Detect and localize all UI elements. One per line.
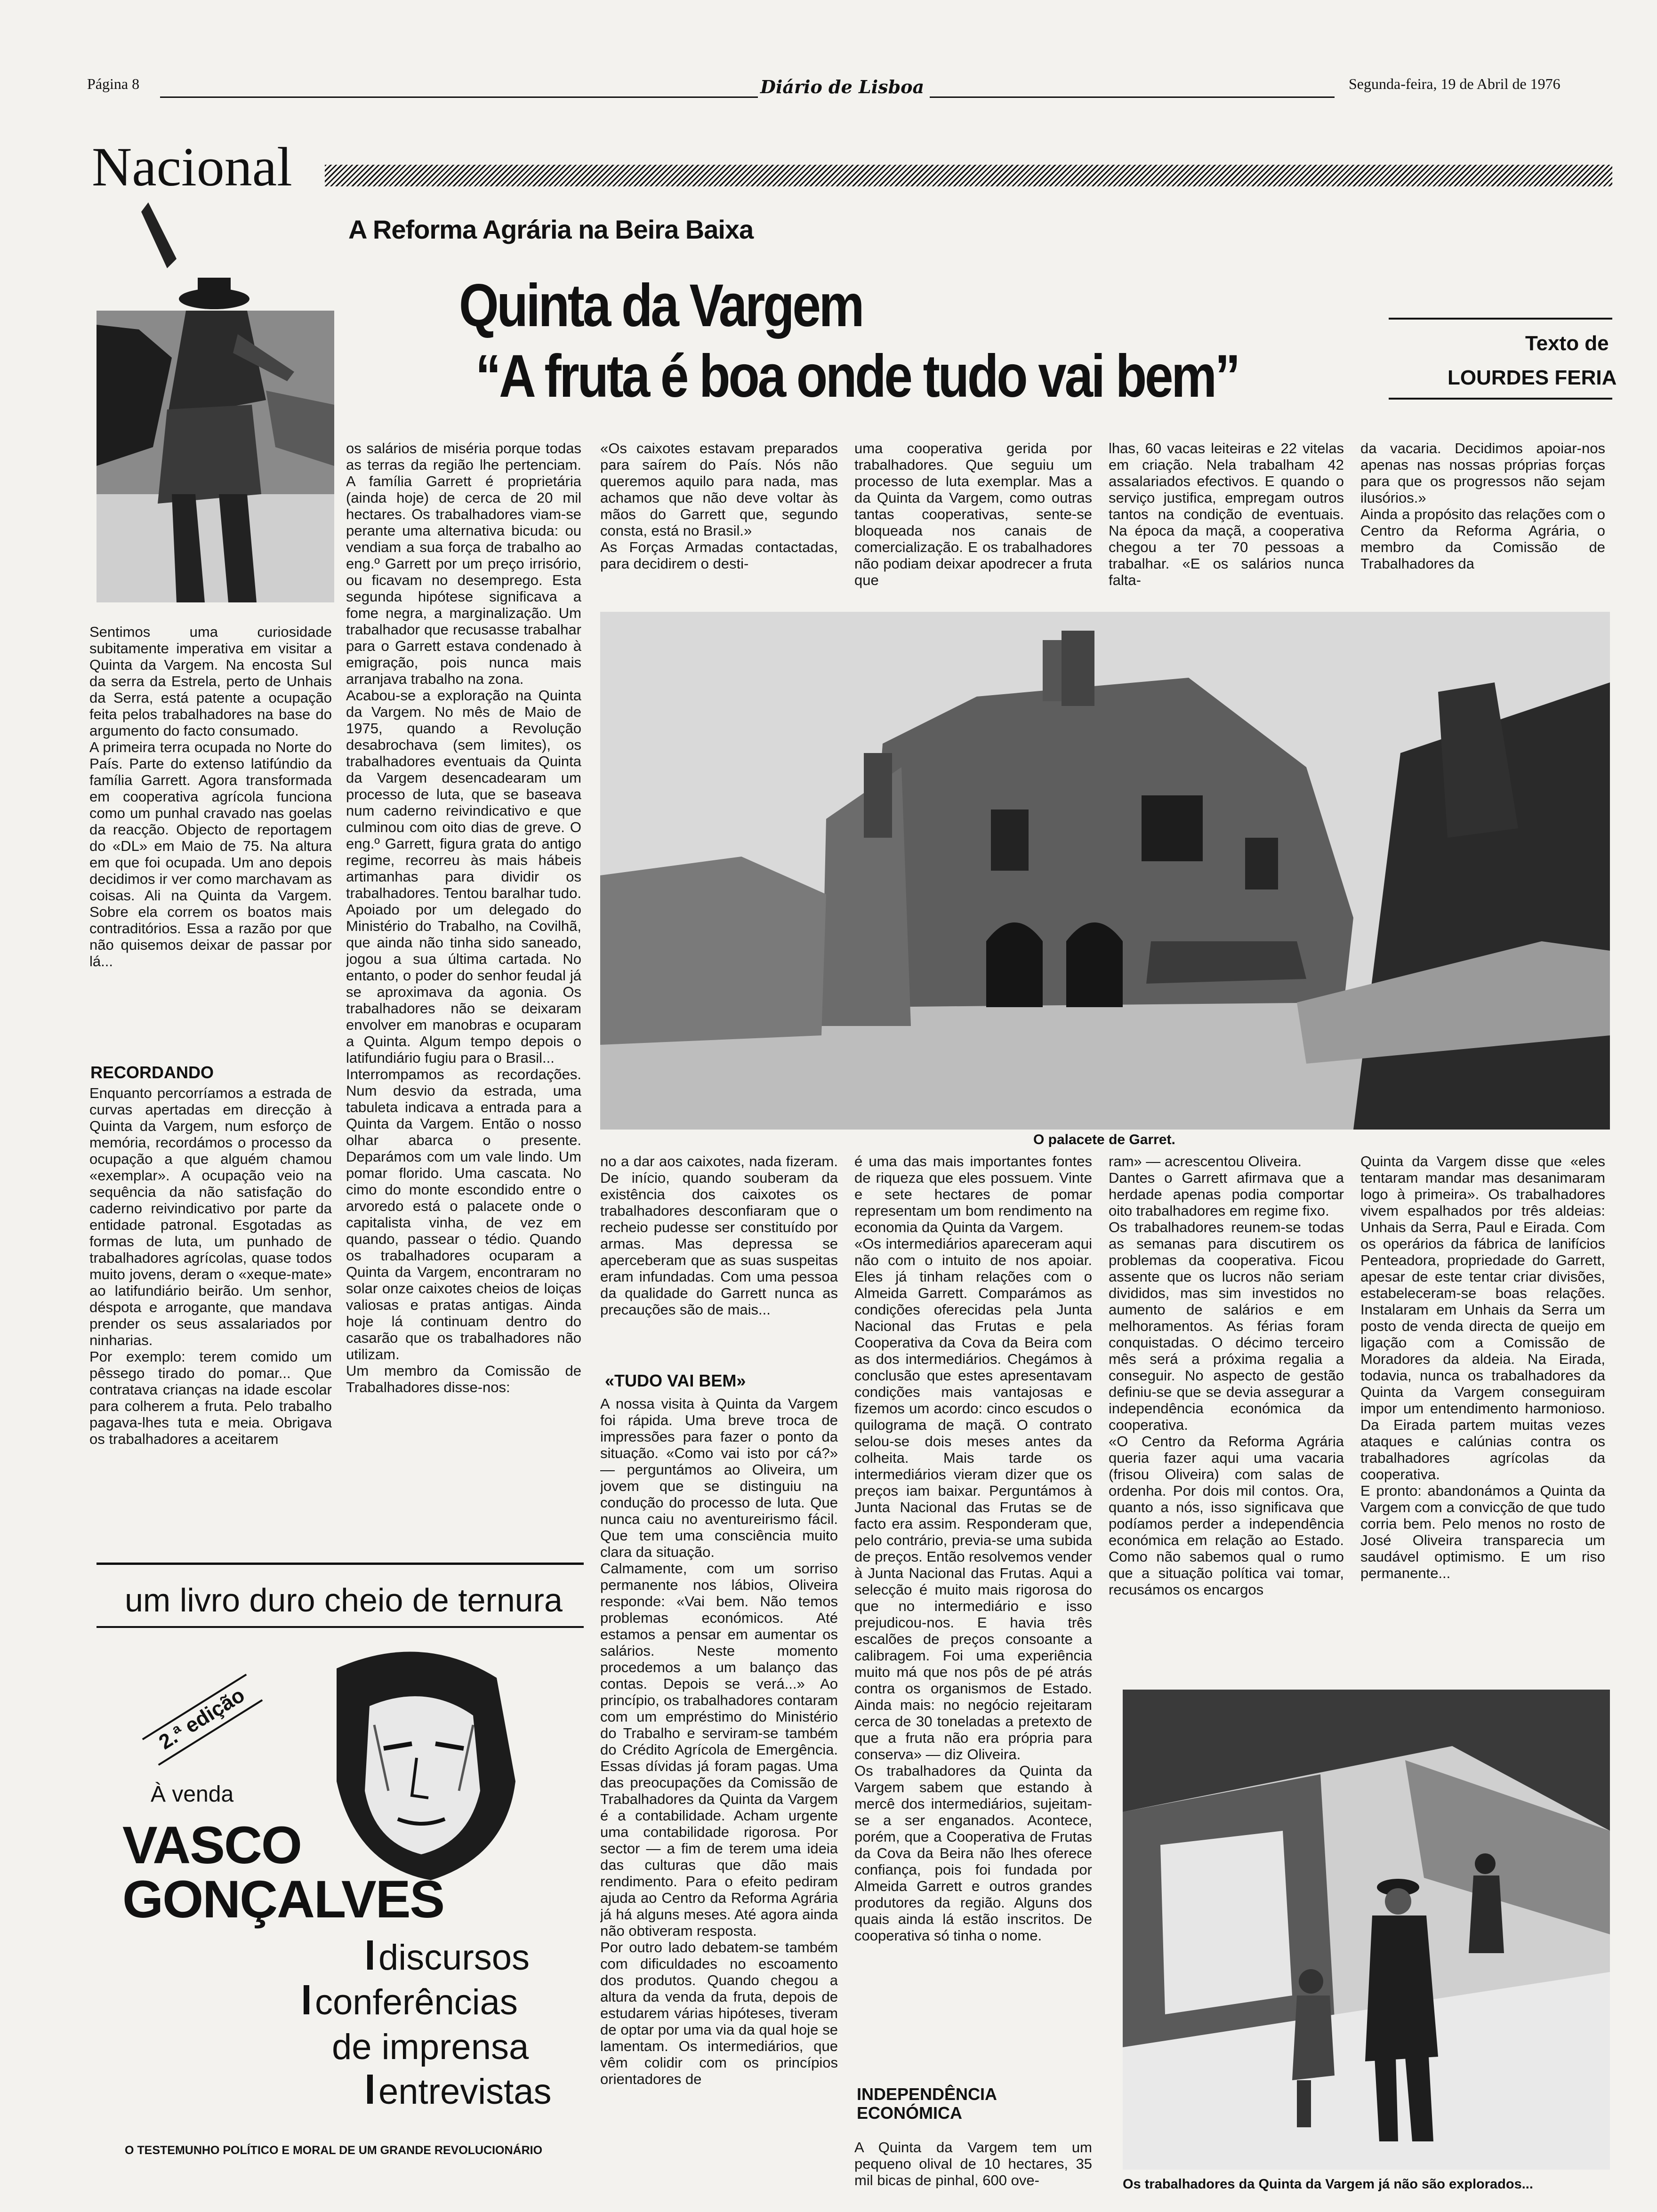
photo-workers [1123, 1690, 1610, 2170]
ad-edition-stamp [142, 1674, 263, 1765]
ad-item-text: de imprensa [332, 2027, 529, 2067]
col6-text-top: da vacaria. Decidimos apoiar-nos apenas nas nossas próprias forças para que os progressos não sejam ilusórios.» Ainda a propósito das relações com o Centro da Reforma Agrária, o membro da Comissão de Trabalhadores da [1360, 440, 1605, 572]
ad-top-rule [97, 1563, 584, 1565]
photo-horseman [97, 202, 334, 602]
subhead-independencia: INDEPENDÊNCIA ECONÓMICA [857, 2084, 997, 2123]
col5-text-bottom: ram» — acrescentou Oliveira. Dantes o Garrett afirmava que a herdade apenas podia comportar oito trabalhadores em regime fixo. Os trabalhadores reunem-se todas as semanas para discutirem os problemas da cooperativa. Ficou assente que os lucros não seriam divididos, mas sim investidos no aumento de salários e em melhoramentos. As férias foram conquistadas. O décimo terceiro mês será a próxima regalia a conseguir. No aspecto de gestão definiu-se que se devia assegurar a independência económica da cooperativa. «O Centro da Reforma Agrária queria fazer aqui uma vacaria (frisou Oliveira) com salas de ordenha. Por dois mil contos. Ora, quanto a nós, isso significava que podíamos perder a independência económica em relação ao Estado. Como não sabemos qual o rumo que a situação política vai tomar, recusámos os encargos [1109, 1153, 1344, 1598]
ad-item-3 [332, 2028, 529, 2066]
col1-text-b: Enquanto percorríamos a estrada de curvas apertadas em direcção à Quinta da Vargem, num esforço de memória, recordámos o processo da ocupação a que alguém chamou «exemplar». A ocupação veio na sequência da não satisfação do caderno reivindicativo por parte da entidade patronal. Esgotadas as formas de luta, um punhado de trabalhadores agrícolas, quase todos muito jovens, deram o «xeque-mate» ao latifundiário beirão. Um senhor, déspota e arrogante, que mandava prender os seus assalariados por ninharias. Por exemplo: terem comido um pêssego tirado do pomar... Que contratava crianças na idade escolar para colherem a fruta. Pelo trabalho pagava-lhes tuta e meia. Obrigava os trabalhadores a aceitarem [89, 1085, 332, 1447]
subhead-tudo-vai-bem: «TUDO VAI BEM» [605, 1371, 746, 1390]
col6-text-bottom: Quinta da Vargem disse que «eles tentaram mandar mas desanimaram logo à primeira». Os trabalhadores vivem espalhados por três aldeias: Unhais da Serra, Paul e Eirada. Com os operários da fábrica de lanifícios Penteadora, propriedade do Garrett, apesar de este tentar criar divisões, estabeleceram-se boas relações. Instalaram em Unhais da Serra um posto de venda directa de queijo em ligação com a Comissão de Moradores da aldeia. Na Eirada, todavia, nunca os trabalhadores da Quinta da Vargem conseguiram impor um entendimento harmonioso. Da Eirada partem muitas vezes ataques e calúnias contra os trabalhadores agrícolas da cooperativa. E pronto: abandonámos a Quinta da Vargem com a convicção de que tudo corria bem. Pelo menos no rosto de José Oliveira transparecia um saudável optimismo. E um riso permanente... [1360, 1153, 1605, 1581]
ad-name-line1: VASCO [122, 1816, 301, 1875]
section-title: Nacional [92, 136, 292, 198]
ad-portrait [318, 1640, 525, 1885]
article-title-line2: “A fruta é boa onde tudo vai bem” [475, 343, 1239, 410]
ad-item-bar [304, 1985, 309, 2014]
ad-item-2 [304, 1984, 518, 2021]
col3-text-bottom: no a dar aos caixotes, nada fizeram. De início, quando souberam da existência dos caixotes os trabalhadores desconfiaram que o recheio pudesse ser constituído por armas. Mas depressa se aperceberam que as suas suspeitas eram infundadas. Com uma pessoa da qualidade do Garrett nunca as precauções são de mais... [600, 1153, 838, 1318]
ad-footer: O TESTEMUNHO POLÍTICO E MORAL DE UM GRANDE REVOLUCIONÁRIO [125, 2144, 543, 2157]
ad-box [97, 1563, 584, 2174]
photo-palace [600, 612, 1610, 1130]
subhead-recordando: RECORDANDO [90, 1063, 214, 1082]
col4-text-top: uma cooperativa gerida por trabalhadores. Que seguiu um processo de luta exemplar. Mas a da Quinta da Vargem, como outras tantas cooperativas, sente-se bloqueada nos canais de comercialização. E os trabalhadores não podiam deixar apodrecer a fruta que [854, 440, 1092, 588]
article-title-line1: Quinta da Vargem [459, 272, 863, 339]
header-rule-left [160, 96, 758, 98]
ad-item-bar [367, 1940, 373, 1970]
page-number: Página 8 [87, 75, 140, 92]
photo-palace-caption: O palacete de Garret. [1033, 1132, 1175, 1147]
ad-item-1 [367, 1939, 530, 1977]
byline-label: Texto de [1525, 332, 1609, 355]
photo-workers-caption: Os trabalhadores da Quinta da Vargem já não são explorados... [1123, 2177, 1533, 2192]
ad-item-text: discursos [378, 1938, 530, 1978]
masthead: Diário de Lisboa [760, 76, 925, 97]
ad-sale: À venda [151, 1782, 234, 1807]
col3-text-top: «Os caixotes estavam preparados para saírem do País. Nós não queremos aquilo para nada, mas achamos que não deve voltar às mãos do Garrett que, segundo consta, está no Brasil.» As Forças Armadas contactadas, para decidirem o desti- [600, 440, 838, 572]
ad-item-text: entrevistas [378, 2072, 552, 2112]
col5-text-top: lhas, 60 vacas leiteiras e 22 vitelas em criação. Nela trabalham 42 assalariados efectivos. E quando o serviço justifica, empregam outros tantos na condição de eventuais. Na época da maçã, a cooperativa chegou a ter 70 pessoas a trabalhar. «E os salários nunca falta- [1109, 440, 1344, 588]
intro-paragraph: Sentimos uma curiosidade subitamente imperativa em visitar a Quinta da Vargem. Na encosta Sul da serra da Estrela, perto de Unhais da Serra, está patente a ocupação feita pelos trabalhadores na base do argumento do facto consumado. A primeira terra ocupada no Norte do País. Parte do extenso latifúndio da família Garrett. Agora transformada em cooperativa agrícola funciona como um punhal cravado nas goelas da reacção. Objecto de reportagem do «DL» em Maio de 75. Na altura em que foi ocupada. Um ano depois decidimos ir ver como marchavam as coisas. Ali na Quinta da Vargem. Sobre ela correm os boatos mais contraditórios. Essa a razão por que não quisemos deixar de passar por lá... [89, 624, 332, 970]
article-kicker: A Reforma Agrária na Beira Baixa [348, 215, 754, 244]
ad-tagline-rule [97, 1626, 584, 1628]
ad-edition: 2.ª edição [154, 1683, 249, 1754]
byline-rule-top [1389, 318, 1612, 320]
col2-text: os salários de miséria porque todas as terras da região lhe pertenciam. A família Garrett é proprietária (ainda hoje) de cerca de 20 mil hectares. Os trabalhadores viam-se perante uma alternativa bicuda: ou vendiam a sua força de trabalho ao eng.º Garrett por um preço irrisório, ou ficavam no desemprego. Esta segunda hipótese significava a fome negra, a marginalização. Um trabalhador que recusasse trabalhar para o Garrett estava condenado à emigração, pois nunca mais arranjava trabalho na zona. Acabou-se a exploração na Quinta da Vargem. No mês de Maio de 1975, quando a Revolução desabrochava (sem limites), os trabalhadores eventuais da Quinta da Vargem desencadearam um processo de luta, que se baseava num caderno reivindicativo e que culminou com oito dias de greve. O eng.º Garrett, figura grata do antigo regime, recorreu às mais hábeis artimanhas para dividir os trabalhadores. Tentou baralhar tudo. Apoiado por um delegado do Ministério do Trabalho, na Covilhã, que ainda não tinha sido saneado, jogou a sua última cartada. No entanto, o poder do senhor feudal já se aproximava da agonia. Os trabalhadores não se deixaram envolver em manobras e ocuparam a Quinta. Algum tempo depois o latifundiário fugiu para o Brasil... Interrompamos as recordações. Num desvio da estrada, uma tabuleta indicava a entrada para a Quinta da Vargem. Então o nosso olhar abarca o presente. Deparámos com um vale lindo. Um pomar florido. Uma cascata. No cimo do monte escondido entre o arvoredo está o palacete onde o capitalista vinha, de vez em quando, passear o tédio. Quando os trabalhadores ocuparam a Quinta da Vargem, encontraram no solar onze caixotes cheios de loiças valiosas e pratas antigas. Ainda hoje lá continuam dentro do casarão que os trabalhadores não utilizam. Um membro da Comissão de Trabalhadores disse-nos: [346, 440, 581, 1395]
header-rule-right [930, 96, 1335, 98]
byline-rule-bottom [1389, 398, 1612, 400]
ad-name-line2: GONÇALVES [122, 1870, 444, 1929]
col4-text-bottom: é uma das mais importantes fontes de riqueza que eles possuem. Vinte e sete hectares de pomar representam um bom rendimento na economia da Quinta da Vargem. «Os intermediários apareceram aqui não com o intuito de nos apoiar. Eles já tinham relações com o Almeida Garrett. Comparámos as condições oferecidas pela Junta Nacional das Frutas e pela Cooperativa da Cova da Beira com as dos intermediários. Chegámos à conclusão que estes apresentavam condições mais vantajosas e fizemos um acordo: cinco escudos o quilograma de maçã. O contrato selou-se dois meses antes da colheita. Mais tarde os intermediários vieram dizer que os preços iam baixar. Perguntámos à Junta Nacional das Frutas se de facto era assim. Responderam que, pelo contrário, previa-se uma subida de preços. Então resolvemos vender à Junta Nacional das Frutas. Aqui a selecção é muito mais rigorosa do que no intermediário e isso prejudicou-nos. E havia três escalões de preços consoante a calibragem. Foi uma experiência muito má que nos pôs de pé atrás contra os organismos de Estado. Ainda mais: no negócio rejeitaram cerca de 30 toneladas a pretexto de que a fruta não era própria para conserva» — diz Oliveira. Os trabalhadores da Quinta da Vargem sabem que estando à mercê dos intermediários, sujeitam-se a ser enganados. Acontece, porém, que a Cooperativa de Frutas da Cova da Beira não lhes oferece confiança, pois foi fundada por Almeida Garrett e outros grandes produtores da região. Alguns dos quais ainda lá estão inscritos. De cooperativa só tinha o nome. [854, 1153, 1092, 1944]
byline-name: LOURDES FERIA [1448, 366, 1617, 389]
ad-tagline: um livro duro cheio de ternura [125, 1582, 563, 1619]
section-hatch-band [325, 165, 1612, 186]
col4-text-after: A Quinta da Vargem tem um pequeno olival de 10 hectares, 35 mil bicas de pinhal, 600 ove- [854, 2139, 1092, 2188]
issue-date: Segunda-feira, 19 de Abril de 1976 [1349, 75, 1560, 92]
ad-item-4 [367, 2073, 552, 2111]
ad-item-text: conferências [315, 1982, 518, 2022]
ad-item-bar [367, 2075, 373, 2104]
col3-text-after: A nossa visita à Quinta da Vargem foi rápida. Uma breve troca de impressões para fazer o ponto da situação. «Como vai isto por cá?» — perguntámos ao Oliveira, um jovem que se distinguiu na condução do processo de luta. Que nunca caiu no aventureirismo fácil. Que tem uma consciência muito clara da situação. Calmamente, com um sorriso permanente nos lábios, Oliveira responde: «Vai bem. Não temos problemas económicos. Até estamos a pensar em aumentar os salários. Neste momento procedemos a um balanço das contas. Depois se verá...» Ao princípio, os trabalhadores contaram com um empréstimo do Ministério do Trabalho e serviram-se também do Crédito Agrícola de Emergência. Essas dívidas já foram pagas. Uma das preocupações da Comissão de Trabalhadores da Quinta da Vargem é a contabilidade. Acham urgente uma contabilidade rigorosa. Por sector — a fim de terem uma ideia das culturas que dão mais rendimento. Para o efeito pediram ajuda ao Centro da Reforma Agrária já há alguns meses. Até agora ainda não obtiveram resposta. Por outro lado debatem-se também com dificuldades no escoamento dos produtos. Quando chegou a altura da venda da fruta, depois de estudarem várias hipóteses, tiveram de optar por uma via da qual hoje se lamentam. Os intermediários, que vêm colidir com os princípios orientadores de [600, 1395, 838, 2087]
